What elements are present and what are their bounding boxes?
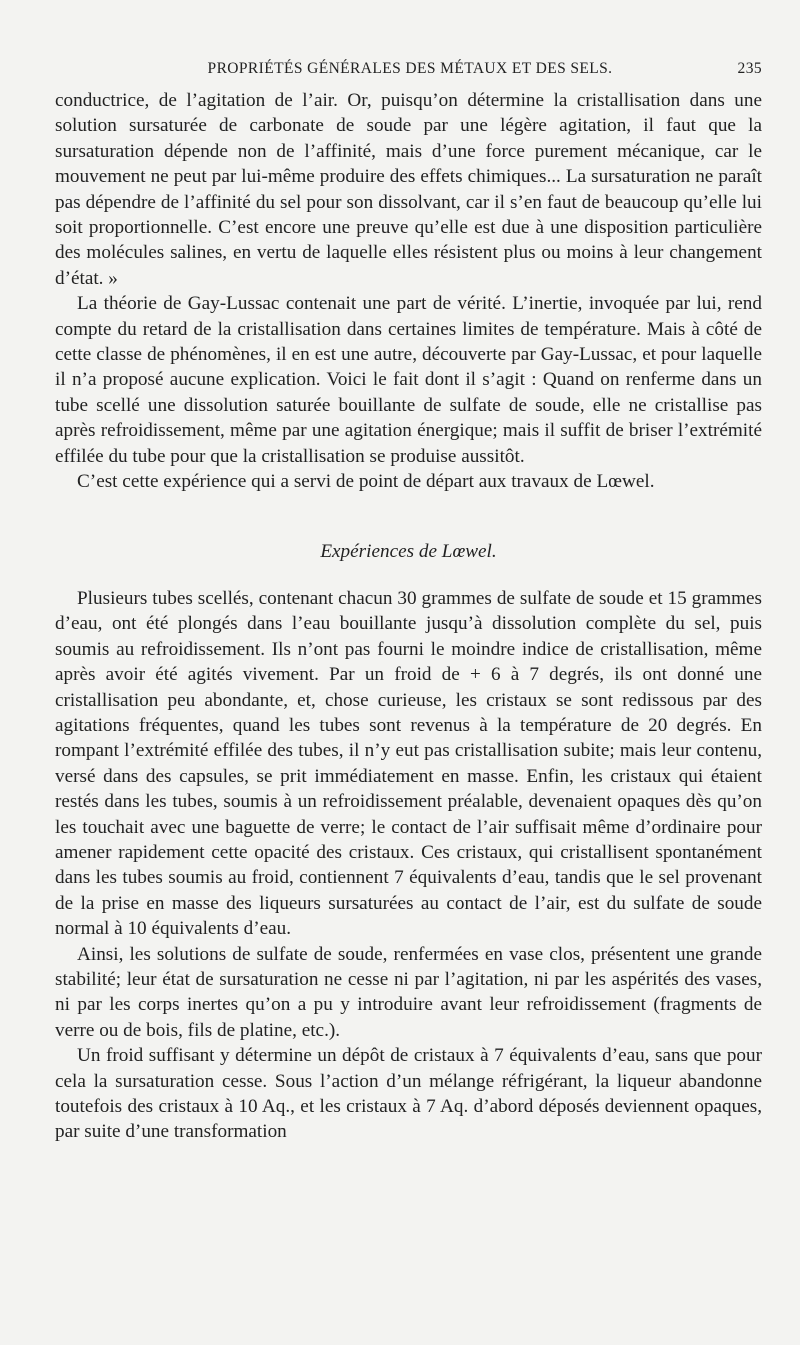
paragraph-loewel-intro: C’est cette expérience qui a servi de point de départ aux travaux de Lœwel. — [77, 471, 655, 493]
paragraph-experiments: Plusieurs tubes scellés, contenant chacun 30 grammes de sulfate de soude et 15 grammes d’eau, ont été plongés dans l’eau bouillante jusqu’à dissolution complète du sel, puis soumis au refroidissement. Ils n’ont pas fourni le moindre indice de cristallisation, même après avoir été agités vivement. Par un froid de + 6 à 7 degrés, ils ont donné une cristallisation peu abondante, et, chose curieuse, les cristaux se sont redissous par des agitations fréquentes, quand les tubes sont revenus à la température de 20 degrés. En rompant l’extrémité effilée des tubes, il n’y eut pas cristallisation subite; mais leur contenu, versé dans des capsules, se prit immédiatement en masse. Enfin, les cristaux qui étaient restés dans les tubes, soumis à un refroidissement préalable, devenaient opaques dès qu’on les touchait avec une baguette de verre; le contact de l’air suffisait même d’ordinaire pour amener rapidement cette opacité des cristaux. Ces cristaux, qui cristallisent spontanément dans les tubes soumis au froid, contiennent 7 équivalents d’eau, tandis que le sel provenant de la prise en masse des liqueurs sursaturées au contact de l’air, est du sulfate de soude normal à 10 équivalents d’eau. — [55, 587, 762, 940]
paragraph-continuation: conductrice, de l’agitation de l’air. Or, puisqu’on détermine la cristallisation dans une solution sursaturée de carbonate de soude par une légère agitation, il faut que la sursaturation dépende non de l’affinité, mais d’une force purement mécanique, car le mouvement ne peut par lui-même produire des effets chimiques... La sursaturation ne paraît pas dépendre de l’affinité du sel pour son dissolvant, car il s’en faut de beaucoup qu’elle lui soit proportionnelle. C’est encore une preuve qu’elle est due à une disposition particulière des molécules salines, en vertu de laquelle elles résistent plus ou moins à leur changement d’état. » — [55, 90, 762, 289]
running-header — [56, 60, 764, 84]
running-title: PROPRIÉTÉS GÉNÉRALES DES MÉTAUX ET DES SELS. — [207, 60, 613, 77]
page-body — [55, 88, 762, 1145]
page-number: 235 — [737, 60, 762, 77]
paragraph-stability: Ainsi, les solutions de sulfate de soude, renfermées en vase clos, présentent une grande stabilité; leur état de sursaturation ne cesse ni par l’agitation, ni par les aspérités des vases, ni par les corps inertes qu’on a pu y introduire avant leur refroidissement (fragments de verre ou de bois, fils de platine, etc.). — [55, 943, 762, 1041]
section-heading: Expériences de Lœwel. — [320, 540, 497, 562]
paragraph-gay-lussac-theory: La théorie de Gay-Lussac contenait une part de vérité. L’inertie, invoquée par lui, rend compte du retard de la cristallisation dans certaines limites de température. Mais à côté de cette classe de phénomènes, il en est une autre, découverte par Gay-Lussac, et pour laquelle il n’a proposé aucune explication. Voici le fait dont il s’agit : Quand on renferme dans un tube scellé une dissolution saturée bouillante de sulfate de soude, elle ne cristallise pas après refroidissement, même par une agitation énergique; mais il suffit de briser l’extrémité effilée du tube pour que la cristallisation se produise aussitôt. — [55, 293, 762, 467]
paragraph-cold-deposit: Un froid suffisant y détermine un dépôt de cristaux à 7 équivalents d’eau, sans que pour cela la sursaturation cesse. Sous l’action d’un mélange réfrigérant, la liqueur abandonne toutefois des cristaux à 10 Aq., et les cristaux à 7 Aq. d’abord déposés deviennent opaques, par suite d’une transformation — [55, 1045, 762, 1143]
